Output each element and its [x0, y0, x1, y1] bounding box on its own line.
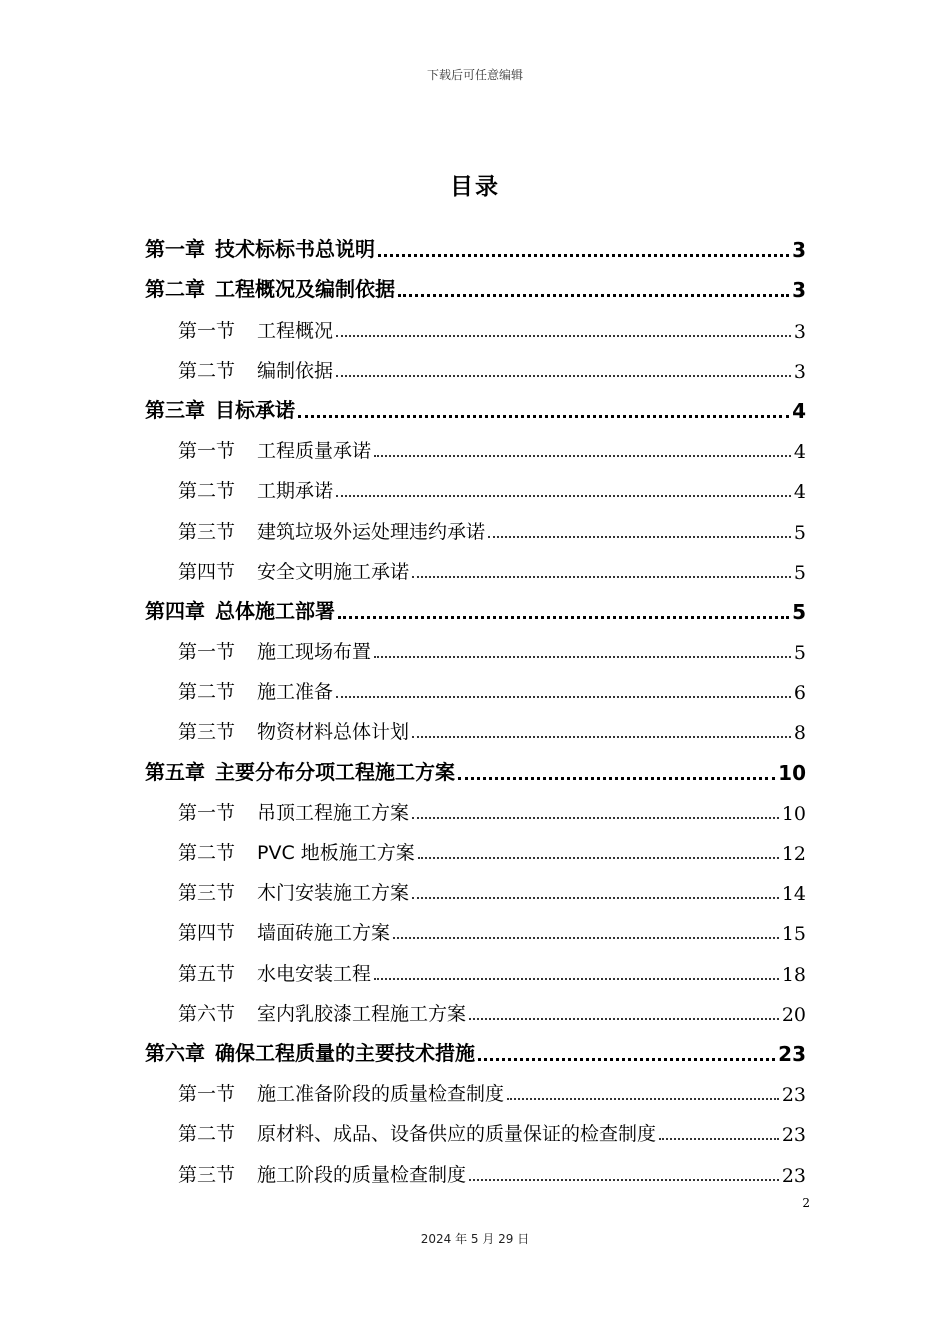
footer-date: 2024 年 5 月 29 日 — [420, 1232, 530, 1246]
toc-section-entry[interactable] — [145, 670, 806, 710]
toc-entry-number: 第二节 — [178, 480, 236, 503]
toc-entry-name: 工期承诺 — [257, 480, 334, 503]
toc-entry-number: 第二章 — [145, 277, 205, 302]
dot-leader — [298, 415, 789, 418]
toc-entry-name: 技术标标书总说明 — [215, 237, 375, 262]
header-note: 下载后可任意编辑 — [426, 68, 523, 82]
toc-entry-name: 吊顶工程施工方案 — [257, 801, 410, 824]
toc-entry-page: 5 — [793, 642, 806, 665]
toc-section-entry[interactable] — [145, 710, 806, 750]
dot-leader — [412, 576, 791, 578]
toc-entry-number: 第一章 — [145, 237, 205, 262]
toc-entry-number: 第六节 — [178, 1002, 236, 1025]
toc-entry-page: 4 — [793, 481, 806, 504]
toc-entry-number: 第一节 — [178, 801, 236, 824]
toc-entry-label — [178, 637, 371, 664]
toc-entry-page: 3 — [793, 320, 806, 343]
toc-entry-number: 第五节 — [178, 962, 236, 985]
toc-entry-label — [178, 1160, 466, 1187]
toc-entry-page: 5 — [793, 561, 806, 584]
dot-leader — [478, 1058, 775, 1061]
toc-entry-label — [145, 756, 455, 785]
toc-entry-page: 18 — [781, 963, 806, 986]
toc-chapter-entry[interactable] — [145, 1032, 806, 1072]
toc-chapter-entry[interactable] — [145, 590, 806, 630]
toc-entry-label — [145, 595, 335, 624]
dot-leader — [469, 1018, 779, 1020]
toc-entry-number: 第四节 — [178, 922, 236, 945]
toc-entry-name: 施工准备阶段的质量检查制度 — [257, 1083, 505, 1106]
toc-entry-number: 第一节 — [178, 641, 236, 664]
toc-entry-name: 物资材料总体计划 — [257, 721, 410, 744]
toc-entry-page: 15 — [781, 923, 806, 946]
toc-entry-number: 第二节 — [178, 359, 236, 382]
toc-section-entry[interactable] — [145, 1112, 806, 1152]
dot-leader — [336, 335, 791, 337]
toc-section-entry[interactable] — [145, 1072, 806, 1112]
toc-entry-number: 第三节 — [178, 1163, 236, 1186]
toc-entry-label — [178, 356, 333, 383]
dot-leader — [659, 1138, 779, 1140]
toc-entry-name: 工程概况及编制依据 — [215, 277, 395, 302]
dot-leader — [374, 978, 779, 980]
toc-entry-page: 23 — [781, 1084, 806, 1107]
toc-entry-page: 23 — [781, 1164, 806, 1187]
dot-leader — [338, 616, 789, 619]
dot-leader — [418, 857, 779, 859]
toc-section-entry[interactable] — [145, 630, 806, 670]
toc-entry-page: 5 — [793, 521, 806, 544]
toc-entry-label — [178, 878, 409, 905]
toc-entry-page: 4 — [793, 441, 806, 464]
toc-entry-label — [145, 394, 295, 423]
toc-entry-number: 第二节 — [178, 681, 236, 704]
toc-entry-name: 编制依据 — [257, 359, 334, 382]
toc-entry-name: 水电安装工程 — [257, 962, 372, 985]
toc-entry-label — [178, 918, 390, 945]
toc-entry-name: 目标承诺 — [215, 397, 295, 422]
dot-leader — [336, 495, 791, 497]
toc-entry-name: 原材料、成品、设备供应的质量保证的检查制度 — [257, 1123, 657, 1146]
toc-section-entry[interactable] — [145, 308, 806, 348]
toc-entry-label — [178, 717, 409, 744]
toc-entry-page: 3 — [792, 238, 806, 263]
toc-entry-label — [178, 557, 409, 584]
dot-leader — [412, 817, 779, 819]
toc-entry-page: 14 — [781, 883, 806, 906]
toc-entry-label — [145, 273, 395, 302]
toc-entry-label — [178, 959, 371, 986]
toc-entry-name: 施工准备 — [257, 681, 334, 704]
toc-entry-name: 总体施工部署 — [215, 598, 335, 623]
toc-entry-label — [178, 517, 485, 544]
toc-entry-page: 5 — [792, 599, 806, 624]
toc-entry-name: 室内乳胶漆工程施工方案 — [257, 1002, 467, 1025]
toc-entry-name: 施工现场布置 — [257, 641, 372, 664]
dot-leader — [469, 1179, 779, 1181]
dot-leader — [374, 656, 791, 658]
toc-entry-label — [178, 1079, 504, 1106]
toc-entry-label — [145, 1037, 475, 1066]
dot-leader — [412, 897, 779, 899]
toc-entry-page: 4 — [792, 398, 806, 423]
dot-leader — [458, 777, 775, 780]
toc-entry-label — [178, 1119, 656, 1146]
toc-entry-page: 23 — [781, 1124, 806, 1147]
toc-section-entry[interactable] — [145, 992, 806, 1032]
toc-entry-name: 主要分布分项工程施工方案 — [215, 759, 455, 784]
toc-section-entry[interactable] — [145, 1152, 806, 1192]
dot-leader — [336, 375, 791, 377]
toc-entry-label — [178, 316, 333, 343]
dot-leader — [393, 937, 779, 939]
dot-leader — [488, 536, 791, 538]
toc-entry-number: 第二节 — [178, 1123, 236, 1146]
toc-section-entry[interactable] — [145, 550, 806, 590]
toc-entry-name: 墙面砖施工方案 — [257, 922, 391, 945]
toc-section-entry[interactable] — [145, 349, 806, 389]
dot-leader — [398, 294, 789, 297]
table-of-contents — [145, 228, 806, 1193]
toc-section-entry[interactable] — [145, 951, 806, 991]
toc-entry-label — [145, 233, 375, 262]
toc-entry-page: 10 — [781, 802, 806, 825]
toc-entry-name: 木门安装施工方案 — [257, 882, 410, 905]
toc-entry-name: 施工阶段的质量检查制度 — [257, 1163, 467, 1186]
toc-entry-label — [178, 677, 333, 704]
page-number: 2 — [802, 1196, 810, 1210]
toc-entry-label — [178, 999, 466, 1026]
dot-leader — [378, 254, 789, 257]
toc-entry-label — [178, 476, 333, 503]
toc-entry-name: 安全文明施工承诺 — [257, 560, 410, 583]
toc-entry-number: 第四章 — [145, 598, 205, 623]
toc-chapter-entry[interactable] — [145, 750, 806, 790]
toc-section-entry[interactable] — [145, 791, 806, 831]
toc-entry-number: 第四节 — [178, 560, 236, 583]
toc-entry-number: 第一节 — [178, 319, 236, 342]
toc-entry-name: 建筑垃圾外运处理违约承诺 — [257, 520, 486, 543]
dot-leader — [374, 455, 791, 457]
toc-entry-name: 确保工程质量的主要技术措施 — [215, 1040, 475, 1065]
toc-section-entry[interactable] — [145, 509, 806, 549]
toc-entry-page: 12 — [781, 843, 806, 865]
dot-leader — [336, 696, 791, 698]
toc-title: 目录 — [450, 174, 500, 200]
toc-entry-number: 第三节 — [178, 520, 236, 543]
toc-entry-label — [178, 838, 415, 865]
toc-entry-number: 第三章 — [145, 397, 205, 422]
toc-entry-page: 3 — [793, 360, 806, 383]
toc-section-entry[interactable] — [145, 871, 806, 911]
dot-leader — [507, 1098, 779, 1100]
toc-entry-name: 工程概况 — [257, 319, 334, 342]
toc-chapter-entry[interactable] — [145, 228, 806, 268]
toc-entry-page: 10 — [778, 760, 806, 785]
toc-entry-name: 工程质量承诺 — [257, 440, 372, 463]
toc-entry-page: 23 — [778, 1041, 806, 1066]
toc-entry-number: 第三节 — [178, 882, 236, 905]
toc-section-entry[interactable] — [145, 911, 806, 951]
dot-leader — [412, 736, 791, 738]
toc-entry-page: 8 — [793, 722, 806, 745]
toc-chapter-entry[interactable] — [145, 389, 806, 429]
toc-entry-name: PVC 地板施工方案 — [257, 842, 415, 864]
toc-entry-number: 第六章 — [145, 1040, 205, 1065]
toc-entry-page: 3 — [792, 278, 806, 303]
toc-entry-number: 第一节 — [178, 1083, 236, 1106]
toc-entry-label — [178, 436, 371, 463]
toc-entry-page: 20 — [781, 1003, 806, 1026]
toc-entry-page: 6 — [793, 682, 806, 705]
toc-entry-number: 第二节 — [178, 842, 236, 864]
toc-entry-label — [178, 798, 409, 825]
toc-entry-number: 第五章 — [145, 759, 205, 784]
toc-section-entry[interactable] — [145, 831, 806, 871]
toc-entry-number: 第一节 — [178, 440, 236, 463]
toc-entry-number: 第三节 — [178, 721, 236, 744]
toc-section-entry[interactable] — [145, 469, 806, 509]
toc-chapter-entry[interactable] — [145, 268, 806, 308]
toc-section-entry[interactable] — [145, 429, 806, 469]
